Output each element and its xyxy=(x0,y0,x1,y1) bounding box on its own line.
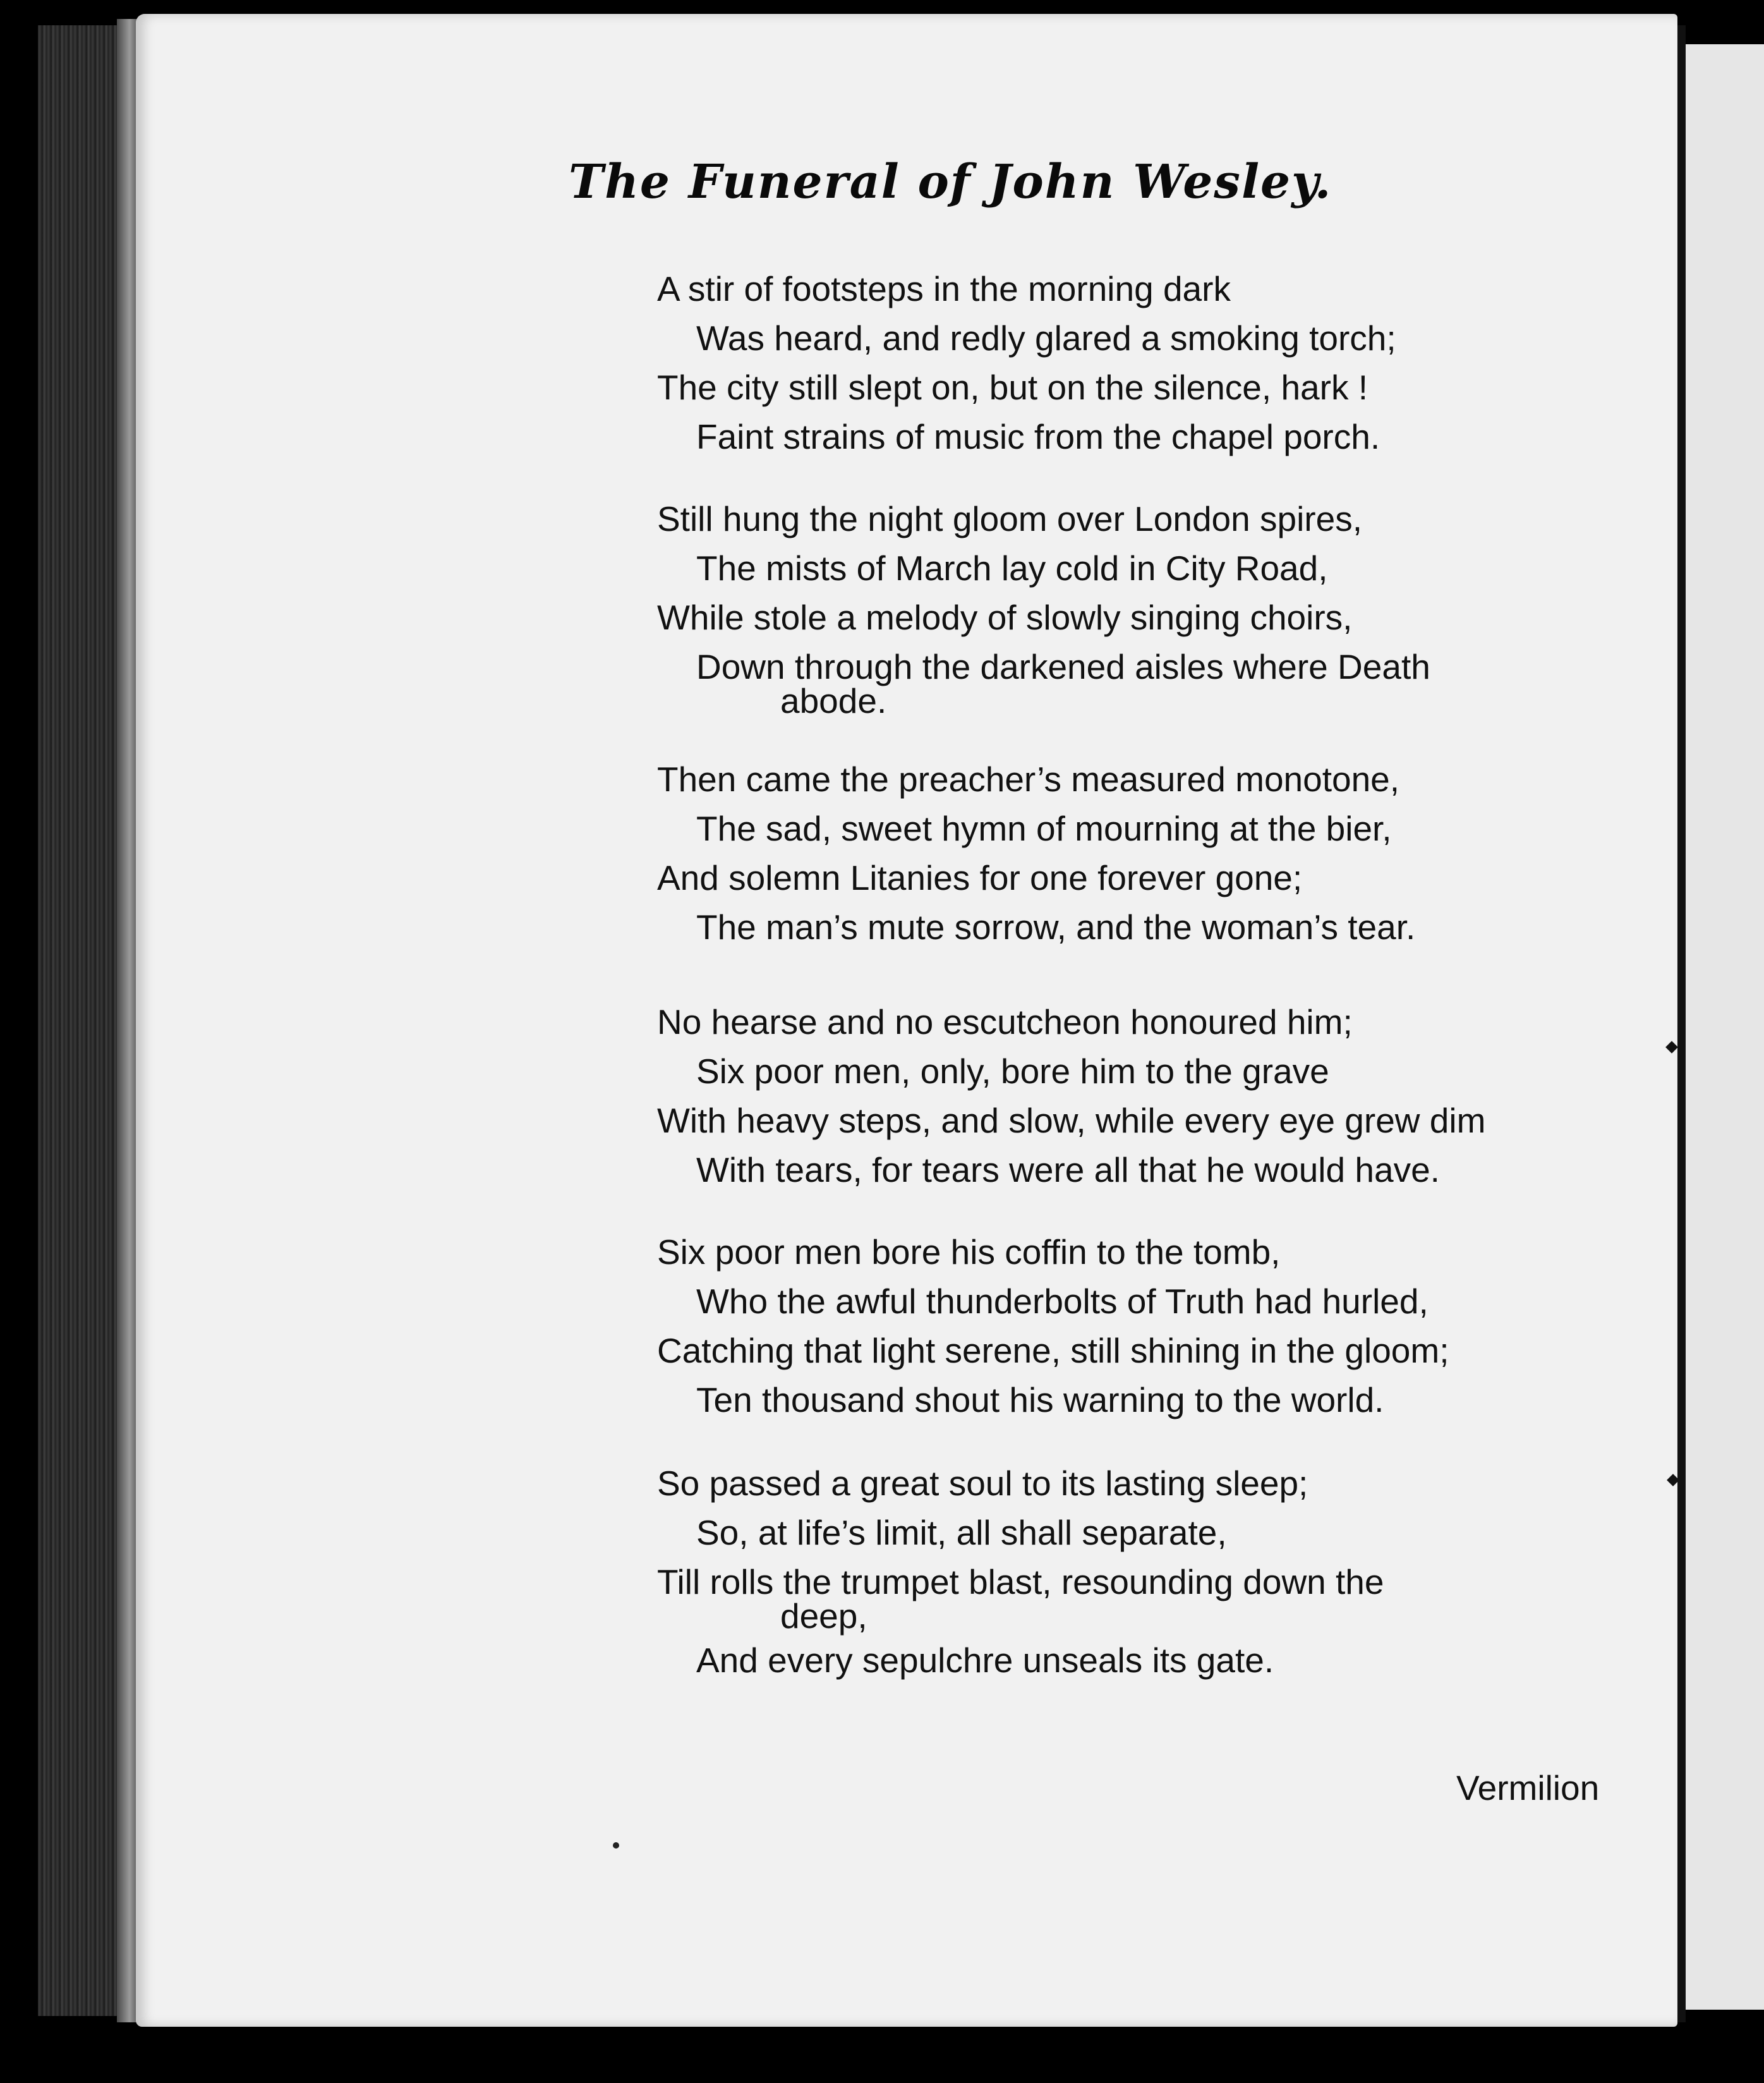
poem-line: Six poor men bore his coffin to the tomb, xyxy=(657,1232,1281,1272)
poem-line: With tears, for tears were all that he would have. xyxy=(696,1150,1440,1189)
poem-line: The mists of March lay cold in City Road, xyxy=(696,549,1328,588)
stanza xyxy=(657,997,1605,1194)
poem-line: So, at life’s limit, all shall separate, xyxy=(696,1513,1227,1552)
poem-line: Ten thousand shout his warning to the world. xyxy=(696,1380,1384,1419)
poem-line: So passed a great soul to its lasting sleep; xyxy=(657,1464,1308,1503)
poem-line: Till rolls the trumpet blast, resounding down the xyxy=(657,1562,1384,1601)
poem-line: Who the awful thunderbolts of Truth had hurled, xyxy=(696,1282,1429,1321)
stanza xyxy=(657,1459,1605,1685)
poem-title: The Funeral of John Wesley. xyxy=(569,155,1332,209)
poem-line: Six poor men, only, bore him to the grave xyxy=(696,1052,1329,1091)
poem-line-continuation: deep, xyxy=(780,1596,867,1636)
poem-line-continuation: abode. xyxy=(780,681,887,720)
poem-line: Down through the darkened aisles where Death xyxy=(696,647,1430,686)
poem-line: Was heard, and redly glared a smoking torch; xyxy=(696,319,1396,358)
poem-line: The man’s mute sorrow, and the woman’s tear. xyxy=(696,908,1416,947)
poem-line: With heavy steps, and slow, while every eye grew dim xyxy=(657,1101,1486,1140)
poem-line: And solemn Litanies for one forever gone; xyxy=(657,858,1303,897)
poem-line: Faint strains of music from the chapel porch. xyxy=(696,417,1380,456)
stanza xyxy=(657,1227,1605,1424)
poem-line: A stir of footsteps in the morning dark xyxy=(657,269,1231,308)
poem-line: While stole a melody of slowly singing choirs, xyxy=(657,598,1353,637)
stanza xyxy=(657,264,1605,461)
poem-line: The sad, sweet hymn of mourning at the bier, xyxy=(696,809,1392,848)
poem-line: Catching that light serene, still shining in the gloom; xyxy=(657,1331,1449,1370)
poem-line: The city still slept on, but on the silence, hark ! xyxy=(657,368,1368,407)
author-signature: Vermilion xyxy=(1456,1768,1600,1807)
ink-speck xyxy=(613,1842,619,1849)
poem-line: No hearse and no escutcheon honoured him; xyxy=(657,1002,1353,1042)
stanza xyxy=(657,755,1605,952)
stanza xyxy=(657,494,1605,720)
poem-line: And every sepulchre unseals its gate. xyxy=(696,1641,1274,1680)
poem-line: Still hung the night gloom over London spires, xyxy=(657,499,1362,538)
poem-line: Then came the preacher’s measured monotone, xyxy=(657,760,1400,799)
